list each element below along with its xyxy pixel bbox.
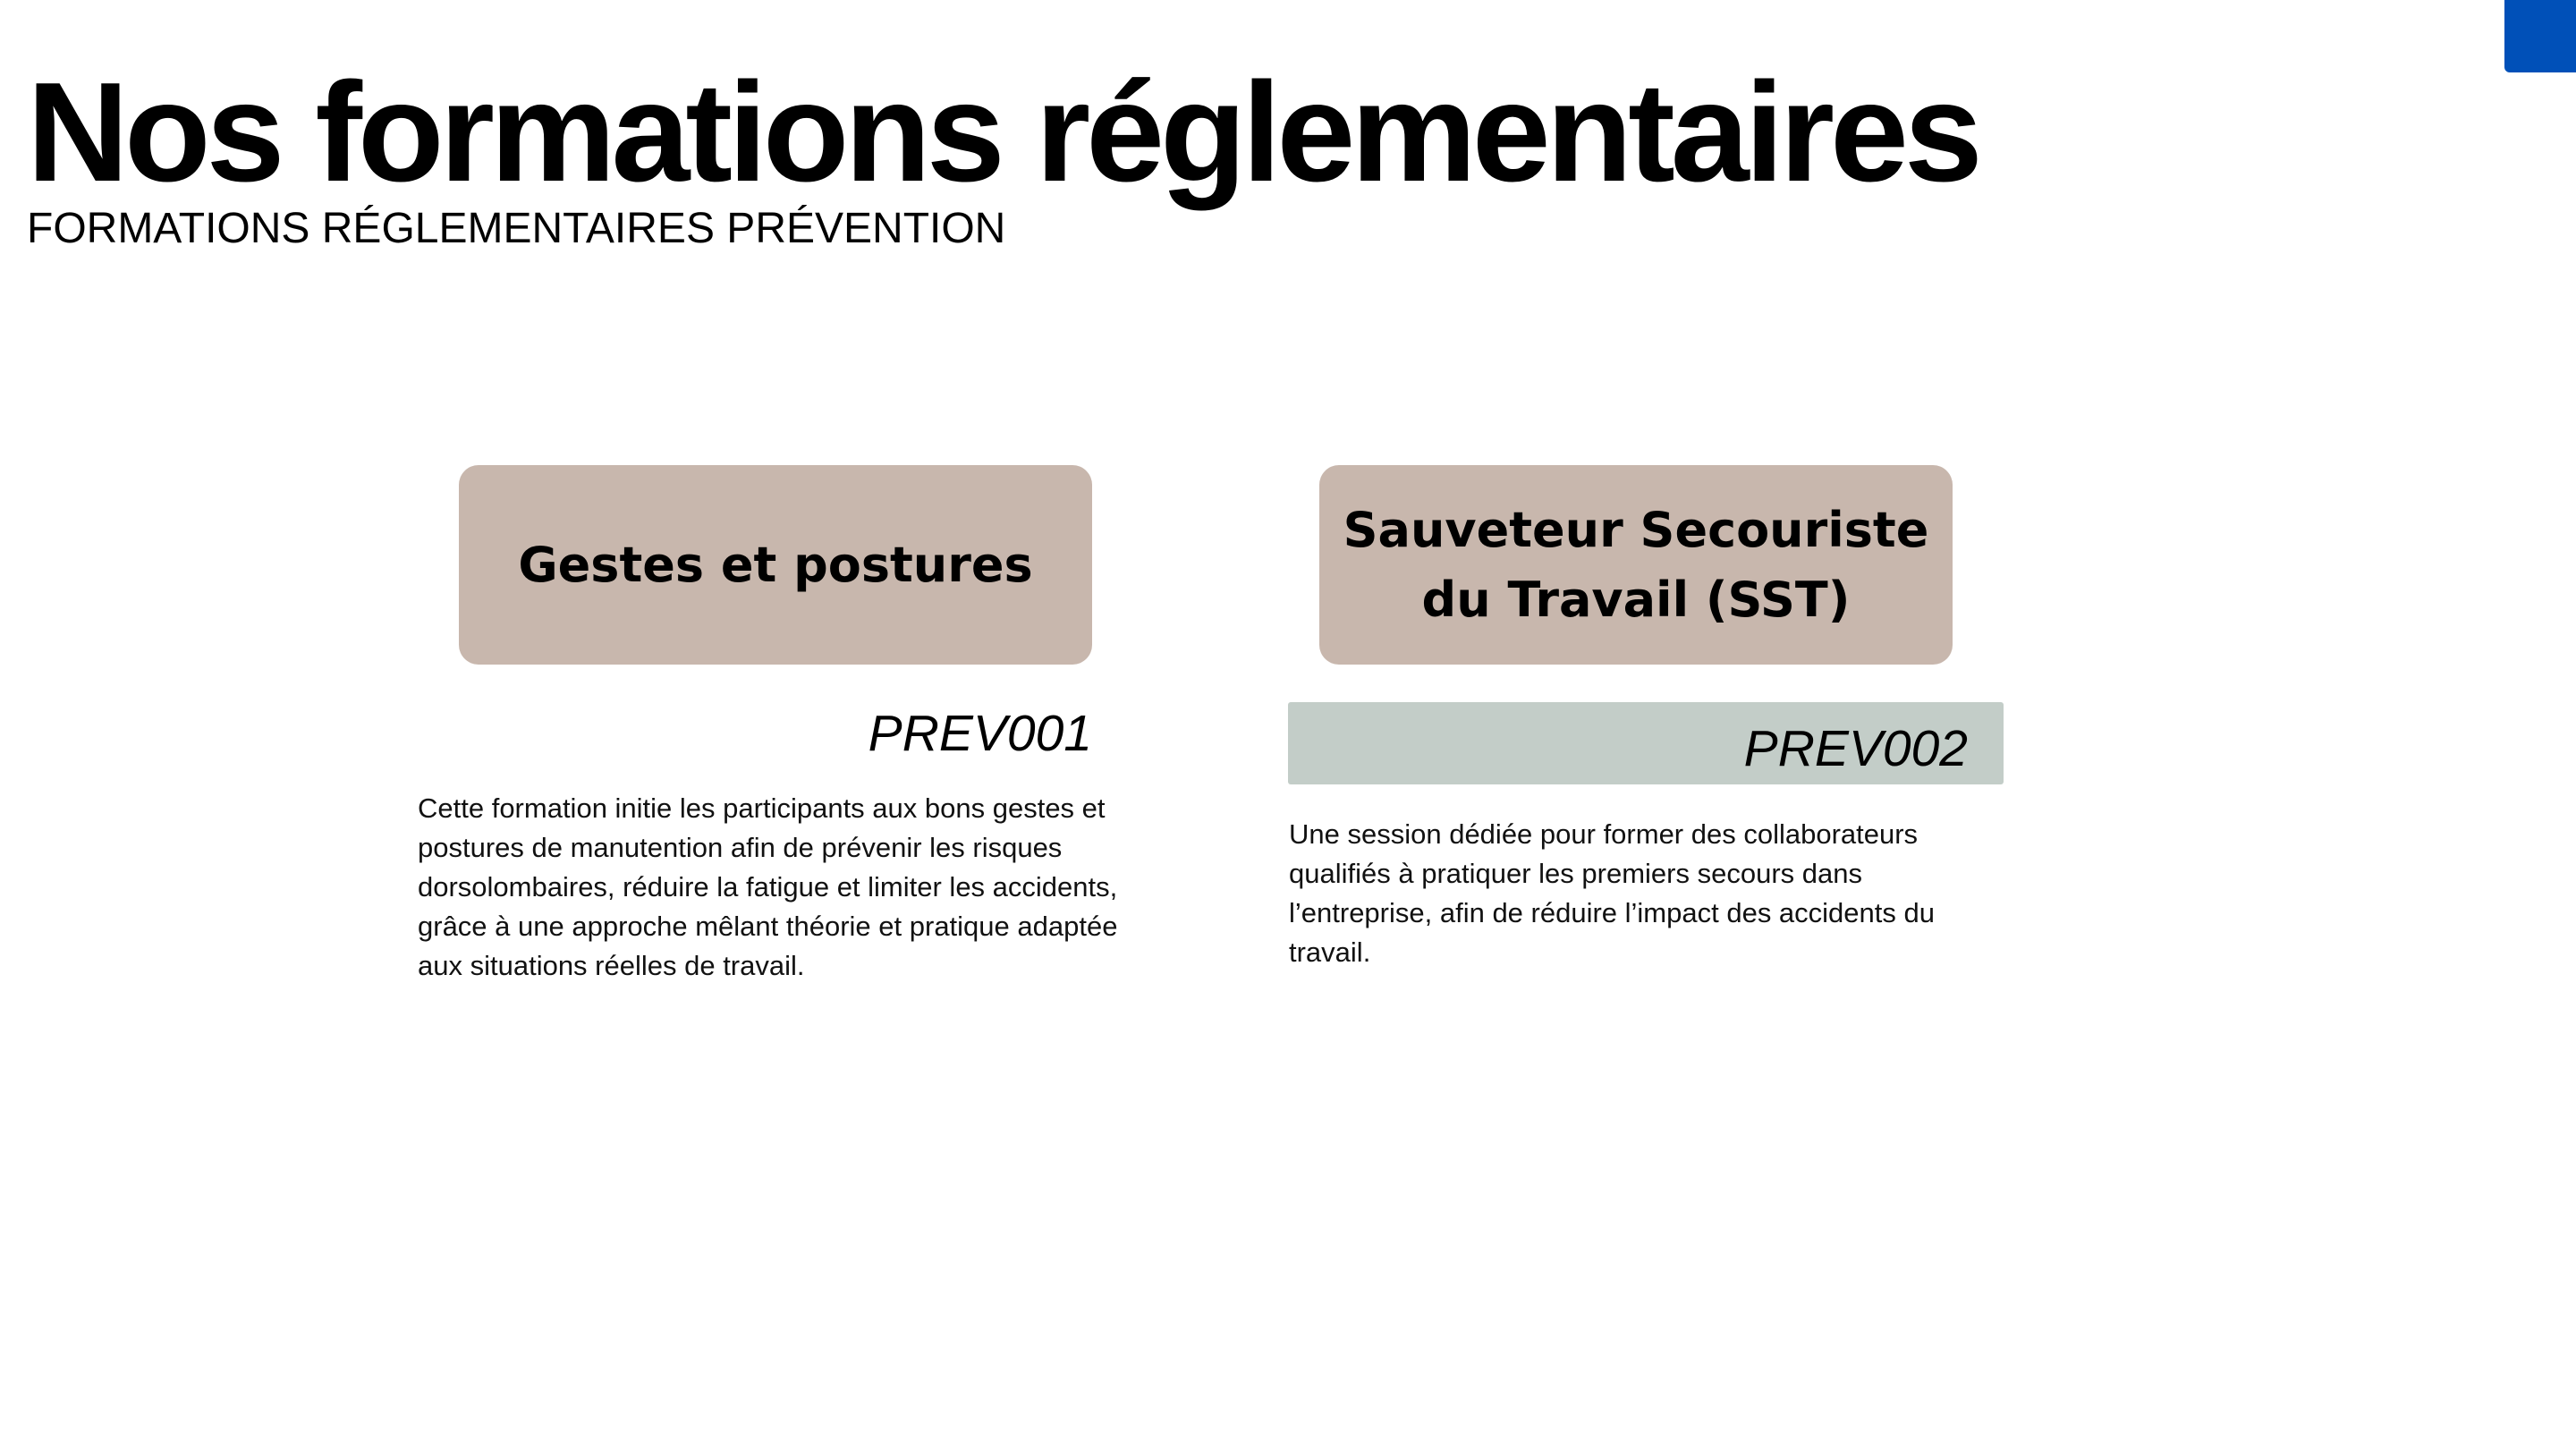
formation-title-box-sst <box>1319 465 1953 665</box>
formation-description: Cette formation initie les participants aux bons gestes et postures de manutention afin de prévenir les risques dorsolombaires, réduire la fatigue et limiter les accidents, grâce à une approche mêlant théorie et pratique adaptée aux situations réelles de travail. <box>418 792 1118 981</box>
formation-code: PREV002 <box>1743 720 1968 777</box>
formation-code: PREV001 <box>868 705 1092 762</box>
page-subtitle: FORMATIONS RÉGLEMENTAIRES PRÉVENTION <box>27 205 1006 252</box>
formation-description: Une session dédiée pour former des collaborateurs qualifiés à pratiquer les premiers secours dans l’entreprise, afin de réduire l’impact des accidents du travail. <box>1289 818 1935 968</box>
formation-title: Gestes et postures <box>518 536 1033 593</box>
formation-title: Sauveteur Secouriste du Travail (SST) <box>1343 501 1929 628</box>
accent-corner-mark <box>2504 0 2576 72</box>
page-title: Nos formations réglementaires <box>27 54 1979 211</box>
formation-title-box-gestes-postures <box>459 465 1092 665</box>
